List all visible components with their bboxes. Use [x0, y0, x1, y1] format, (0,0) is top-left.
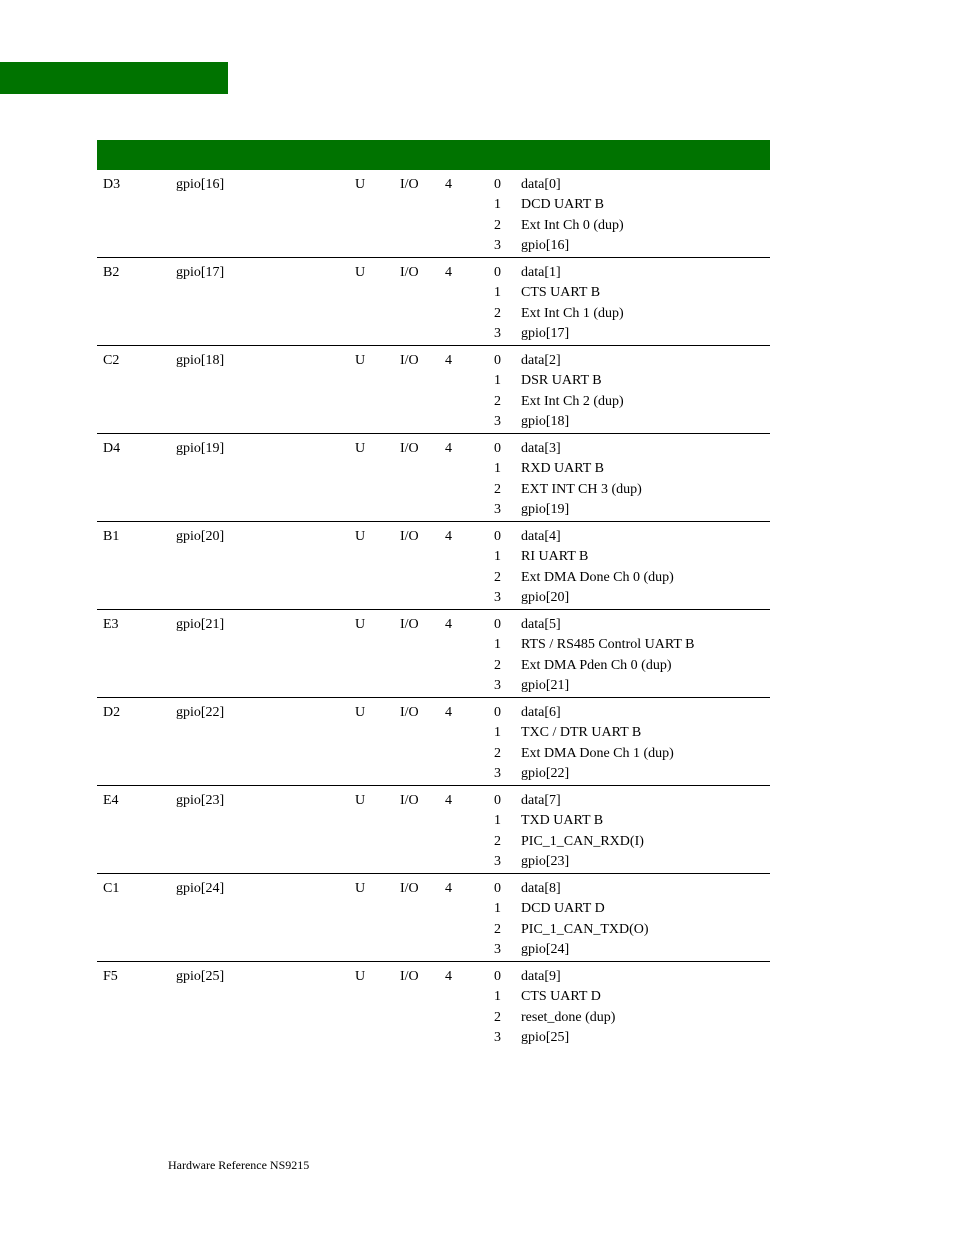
mux-function: data[1]: [521, 265, 561, 280]
mux-function: RXD UART B: [521, 461, 604, 477]
mux-function: gpio[22]: [521, 765, 570, 781]
mux-number: 1: [494, 197, 501, 213]
mux-option: [494, 899, 794, 919]
mux-number: 3: [494, 237, 501, 253]
mux-option: [494, 1008, 794, 1028]
direction-cell: I/O: [400, 265, 419, 280]
mux-option: [494, 967, 794, 987]
pull-cell: U: [355, 177, 366, 192]
mux-function: EXT INT CH 3 (dup): [521, 481, 642, 497]
chapter-tab-bar: [0, 62, 228, 94]
mux-function: DCD UART D: [521, 901, 605, 917]
mux-cell: [494, 879, 794, 960]
mux-number: 0: [494, 881, 501, 896]
mux-number: 3: [494, 501, 501, 517]
pull-cell: U: [355, 529, 366, 544]
signal-cell: gpio[20]: [176, 529, 225, 544]
mux-option: [494, 764, 794, 784]
drive-ma-cell: 4: [445, 353, 452, 368]
mux-number: 2: [494, 393, 501, 409]
mux-option: [494, 852, 794, 872]
mux-number: 0: [494, 705, 501, 720]
mux-number: 1: [494, 461, 501, 477]
mux-function: CTS UART B: [521, 285, 601, 301]
mux-number: 2: [494, 921, 501, 937]
mux-function: CTS UART D: [521, 989, 601, 1005]
mux-function: data[4]: [521, 529, 561, 544]
mux-option: [494, 656, 794, 676]
mux-option: [494, 615, 794, 635]
pin-cell: F5: [103, 969, 118, 984]
pull-cell: U: [355, 793, 366, 808]
pin-cell: C1: [103, 881, 120, 896]
mux-number: 0: [494, 353, 501, 368]
mux-option: [494, 439, 794, 459]
mux-number: 0: [494, 793, 501, 808]
pin-cell: B2: [103, 265, 120, 280]
table-row: [97, 698, 770, 786]
signal-cell: gpio[23]: [176, 793, 225, 808]
mux-cell: [494, 175, 794, 256]
mux-option: [494, 547, 794, 567]
mux-cell: [494, 351, 794, 432]
mux-number: 2: [494, 745, 501, 761]
mux-cell: [494, 527, 794, 608]
pin-cell: B1: [103, 529, 120, 544]
mux-number: 3: [494, 853, 501, 869]
mux-function: DCD UART B: [521, 197, 604, 213]
mux-cell: [494, 439, 794, 520]
mux-option: [494, 351, 794, 371]
mux-option: [494, 324, 794, 344]
table-row: [97, 434, 770, 522]
mux-function: gpio[16]: [521, 237, 570, 253]
drive-ma-cell: 4: [445, 705, 452, 720]
mux-option: [494, 263, 794, 283]
signal-cell: gpio[22]: [176, 705, 225, 720]
mux-function: gpio[21]: [521, 677, 570, 693]
mux-option: [494, 304, 794, 324]
direction-cell: I/O: [400, 969, 419, 984]
page-footer: Hardware Reference NS9215: [168, 1158, 310, 1172]
mux-function: data[8]: [521, 881, 561, 896]
mux-number: 0: [494, 265, 501, 280]
mux-function: gpio[18]: [521, 413, 570, 429]
pin-cell: E3: [103, 617, 119, 632]
mux-number: 0: [494, 969, 501, 984]
mux-number: 3: [494, 941, 501, 957]
mux-number: 1: [494, 285, 501, 301]
drive-ma-cell: 4: [445, 529, 452, 544]
pin-cell: D4: [103, 441, 121, 456]
mux-option: [494, 703, 794, 723]
mux-function: gpio[17]: [521, 325, 570, 341]
pin-cell: D2: [103, 705, 121, 720]
mux-number: 1: [494, 901, 501, 917]
mux-function: DSR UART B: [521, 373, 602, 389]
mux-function: gpio[24]: [521, 941, 570, 957]
table-row: [97, 170, 770, 258]
mux-function: data[5]: [521, 617, 561, 632]
drive-ma-cell: 4: [445, 969, 452, 984]
mux-function: PIC_1_CAN_TXD(O): [521, 921, 649, 937]
mux-function: data[9]: [521, 969, 561, 984]
pin-cell: D3: [103, 177, 121, 192]
mux-function: gpio[20]: [521, 589, 570, 605]
mux-function: PIC_1_CAN_RXD(I): [521, 833, 644, 849]
drive-ma-cell: 4: [445, 177, 452, 192]
mux-function: RTS / RS485 Control UART B: [521, 637, 695, 653]
mux-option: [494, 920, 794, 940]
mux-function: reset_done (dup): [521, 1009, 616, 1025]
mux-number: 3: [494, 1029, 501, 1045]
table-row: [97, 522, 770, 610]
mux-function: TXC / DTR UART B: [521, 725, 642, 741]
mux-option: [494, 791, 794, 811]
mux-option: [494, 480, 794, 500]
pull-cell: U: [355, 705, 366, 720]
mux-number: 3: [494, 413, 501, 429]
mux-number: 1: [494, 549, 501, 565]
direction-cell: I/O: [400, 177, 419, 192]
mux-option: [494, 500, 794, 520]
mux-option: [494, 635, 794, 655]
mux-option: [494, 940, 794, 960]
mux-option: [494, 459, 794, 479]
mux-option: [494, 723, 794, 743]
pull-cell: U: [355, 353, 366, 368]
mux-number: 0: [494, 529, 501, 544]
mux-cell: [494, 263, 794, 344]
table-row: [97, 346, 770, 434]
drive-ma-cell: 4: [445, 881, 452, 896]
signal-cell: gpio[25]: [176, 969, 225, 984]
signal-cell: gpio[19]: [176, 441, 225, 456]
mux-function: Ext DMA Done Ch 0 (dup): [521, 569, 674, 585]
mux-function: TXD UART B: [521, 813, 604, 829]
direction-cell: I/O: [400, 529, 419, 544]
pin-table: [97, 170, 770, 1050]
mux-option: [494, 676, 794, 696]
mux-option: [494, 811, 794, 831]
pull-cell: U: [355, 969, 366, 984]
mux-function: data[7]: [521, 793, 561, 808]
mux-option: [494, 568, 794, 588]
mux-number: 2: [494, 1009, 501, 1025]
mux-number: 2: [494, 657, 501, 673]
table-row: [97, 258, 770, 346]
mux-option: [494, 527, 794, 547]
pull-cell: U: [355, 881, 366, 896]
mux-option: [494, 175, 794, 195]
mux-number: 1: [494, 637, 501, 653]
mux-function: gpio[23]: [521, 853, 570, 869]
table-header-bar: [97, 140, 770, 170]
signal-cell: gpio[16]: [176, 177, 225, 192]
mux-function: data[6]: [521, 705, 561, 720]
direction-cell: I/O: [400, 441, 419, 456]
mux-function: gpio[25]: [521, 1029, 570, 1045]
drive-ma-cell: 4: [445, 617, 452, 632]
mux-number: 0: [494, 617, 501, 632]
mux-option: [494, 832, 794, 852]
drive-ma-cell: 4: [445, 793, 452, 808]
mux-number: 2: [494, 217, 501, 233]
mux-function: data[3]: [521, 441, 561, 456]
direction-cell: I/O: [400, 705, 419, 720]
mux-number: 3: [494, 589, 501, 605]
mux-number: 2: [494, 833, 501, 849]
table-row: [97, 874, 770, 962]
mux-option: [494, 987, 794, 1007]
pull-cell: U: [355, 441, 366, 456]
signal-cell: gpio[21]: [176, 617, 225, 632]
mux-option: [494, 744, 794, 764]
mux-cell: [494, 791, 794, 872]
direction-cell: I/O: [400, 881, 419, 896]
mux-function: Ext Int Ch 1 (dup): [521, 305, 624, 321]
mux-number: 2: [494, 569, 501, 585]
signal-cell: gpio[17]: [176, 265, 225, 280]
mux-option: [494, 1028, 794, 1048]
mux-number: 3: [494, 677, 501, 693]
signal-cell: gpio[24]: [176, 881, 225, 896]
mux-option: [494, 283, 794, 303]
mux-cell: [494, 615, 794, 696]
mux-number: 1: [494, 989, 501, 1005]
drive-ma-cell: 4: [445, 265, 452, 280]
mux-number: 1: [494, 373, 501, 389]
mux-number: 3: [494, 325, 501, 341]
mux-number: 1: [494, 725, 501, 741]
mux-option: [494, 195, 794, 215]
pull-cell: U: [355, 265, 366, 280]
mux-cell: [494, 967, 794, 1048]
mux-number: 2: [494, 481, 501, 497]
mux-function: Ext DMA Pden Ch 0 (dup): [521, 657, 672, 673]
mux-function: Ext Int Ch 0 (dup): [521, 217, 624, 233]
mux-function: Ext Int Ch 2 (dup): [521, 393, 624, 409]
table-row: [97, 610, 770, 698]
pull-cell: U: [355, 617, 366, 632]
mux-number: 3: [494, 765, 501, 781]
table-row: [97, 962, 770, 1050]
mux-number: 2: [494, 305, 501, 321]
mux-option: [494, 236, 794, 256]
mux-function: data[0]: [521, 177, 561, 192]
mux-function: gpio[19]: [521, 501, 570, 517]
direction-cell: I/O: [400, 793, 419, 808]
direction-cell: I/O: [400, 617, 419, 632]
table-row: [97, 786, 770, 874]
mux-option: [494, 412, 794, 432]
mux-option: [494, 371, 794, 391]
mux-number: 0: [494, 441, 501, 456]
mux-number: 1: [494, 813, 501, 829]
mux-option: [494, 588, 794, 608]
mux-number: 0: [494, 177, 501, 192]
mux-cell: [494, 703, 794, 784]
direction-cell: I/O: [400, 353, 419, 368]
signal-cell: gpio[18]: [176, 353, 225, 368]
mux-function: RI UART B: [521, 549, 589, 565]
mux-function: data[2]: [521, 353, 561, 368]
pin-cell: E4: [103, 793, 119, 808]
drive-ma-cell: 4: [445, 441, 452, 456]
mux-function: Ext DMA Done Ch 1 (dup): [521, 745, 674, 761]
mux-option: [494, 392, 794, 412]
pin-cell: C2: [103, 353, 120, 368]
mux-option: [494, 879, 794, 899]
mux-option: [494, 216, 794, 236]
